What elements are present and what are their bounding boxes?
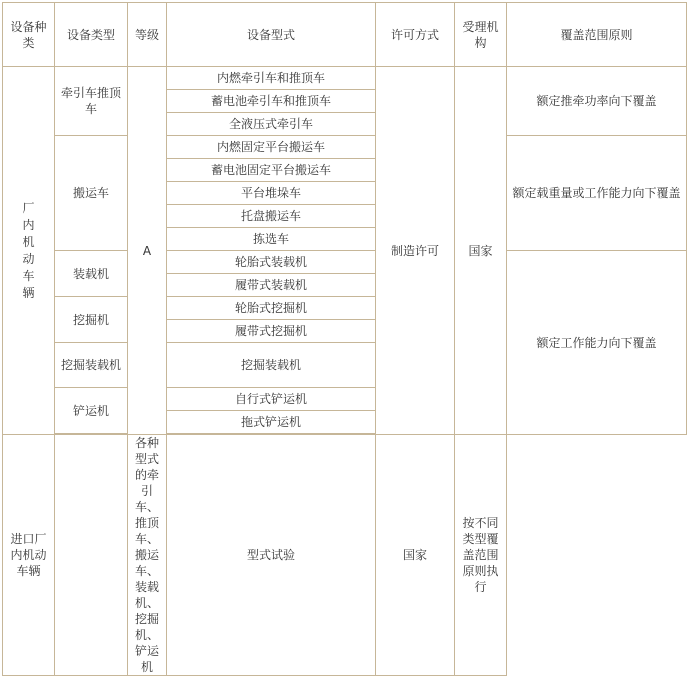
- import-grade-cell: [55, 435, 128, 676]
- import-coverage-cell: 按不同类型覆盖范围原则执行: [455, 435, 507, 676]
- model-cell: 蓄电池牵引车和推顶车: [167, 90, 376, 113]
- model-cell: 履带式装载机: [167, 274, 376, 297]
- header-device-kind: 设备种类: [3, 3, 55, 67]
- model-cell: 拣选车: [167, 228, 376, 251]
- license-method-cell: 制造许可: [376, 67, 455, 435]
- category-cell: 挖掘机: [55, 297, 128, 343]
- device-kind-cell: [3, 67, 55, 435]
- header-coverage-principle: 覆盖范围原则: [507, 3, 687, 67]
- model-cell: 内燃固定平台搬运车: [167, 136, 376, 159]
- header-grade: 等级: [128, 3, 167, 67]
- coverage-cell: 额定载重量或工作能力向下覆盖: [507, 136, 687, 251]
- grade-cell: A: [128, 67, 167, 435]
- table-row: [3, 136, 687, 159]
- header-device-category: 设备类型: [55, 3, 128, 67]
- category-cell: 装载机: [55, 251, 128, 297]
- import-row: [3, 435, 687, 676]
- model-cell: 内燃牵引车和推顶车: [167, 67, 376, 90]
- table-row: [3, 251, 687, 274]
- model-cell: 平台堆垛车: [167, 182, 376, 205]
- import-category-cell: 进口厂内机动车辆: [3, 435, 55, 676]
- model-cell: 轮胎式装载机: [167, 251, 376, 274]
- equipment-license-table: [2, 2, 687, 676]
- model-cell: 挖掘装载机: [167, 343, 376, 388]
- coverage-cell: 额定工作能力向下覆盖: [507, 251, 687, 435]
- model-cell: 拖式铲运机: [167, 411, 376, 434]
- import-models-cell: 各种型式的牵引车、推顶车、搬运车、装载机、挖掘机、铲运机: [128, 435, 167, 676]
- header-accepting-org: 受理机构: [455, 3, 507, 67]
- category-cell: 搬运车: [55, 136, 128, 251]
- model-cell: 托盘搬运车: [167, 205, 376, 228]
- device-kind-text: 厂内机动车辆: [22, 200, 35, 300]
- category-cell: 铲运机: [55, 388, 128, 434]
- accepting-org-cell: 国家: [455, 67, 507, 435]
- category-cell: 挖掘装载机: [55, 343, 128, 388]
- model-cell: 履带式挖掘机: [167, 320, 376, 343]
- coverage-cell: 额定推牵功率向下覆盖: [507, 67, 687, 136]
- category-cell: 牵引车推顶车: [55, 67, 128, 136]
- header-license-method: 许可方式: [376, 3, 455, 67]
- model-cell: 蓄电池固定平台搬运车: [167, 159, 376, 182]
- model-cell: 轮胎式挖掘机: [167, 297, 376, 320]
- table-row: [3, 67, 687, 90]
- import-accepting-org-cell: 国家: [376, 435, 455, 676]
- header-device-model: 设备型式: [167, 3, 376, 67]
- model-cell: 自行式铲运机: [167, 388, 376, 411]
- header-row: [3, 3, 687, 67]
- import-license-method-cell: 型式试验: [167, 435, 376, 676]
- model-cell: 全液压式牵引车: [167, 113, 376, 136]
